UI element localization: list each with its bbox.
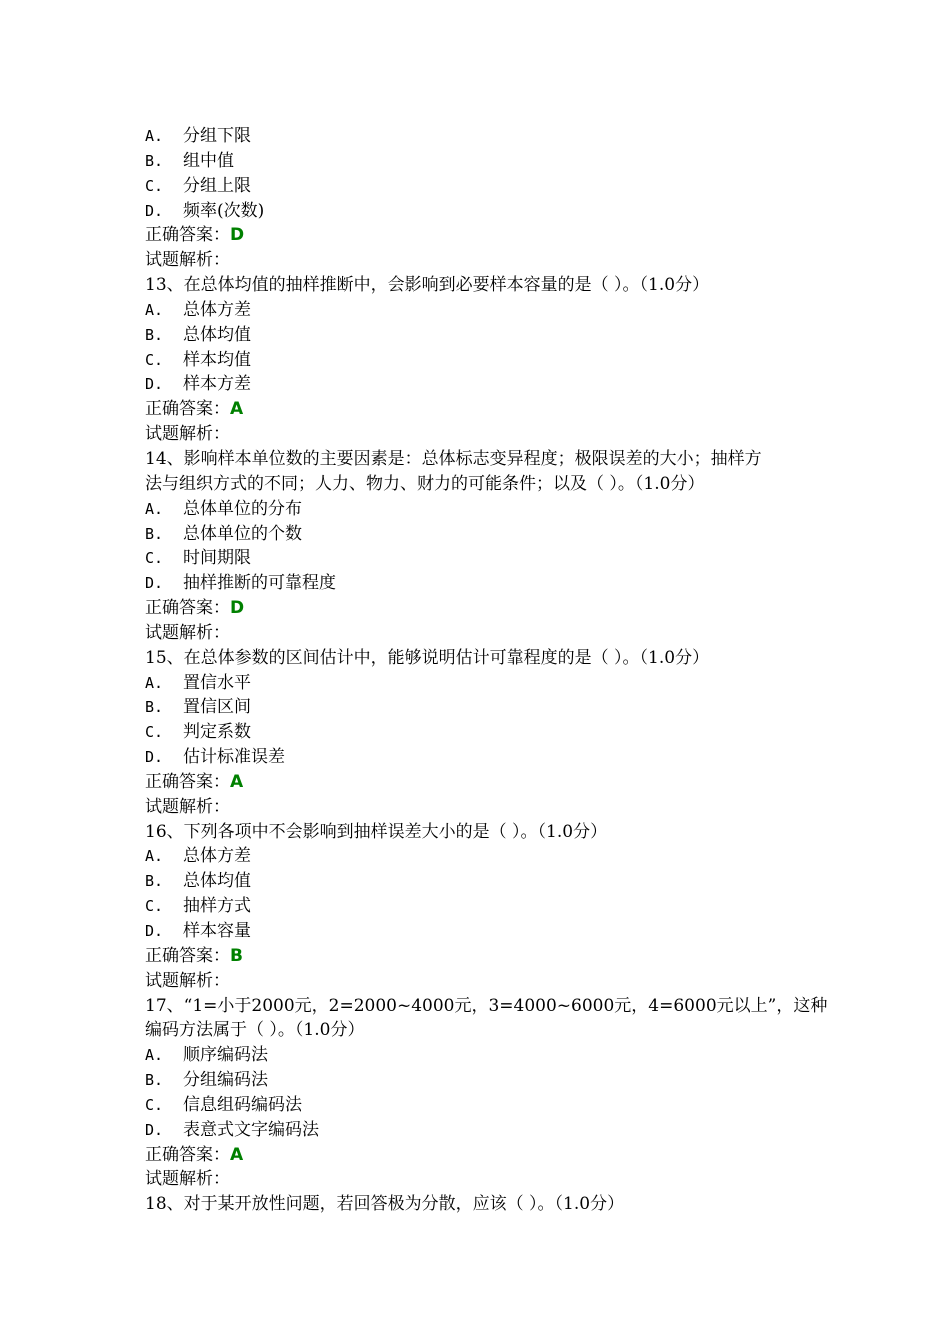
correct-answer: 正确答案：A (145, 771, 244, 792)
correct-answer: 正确答案：A (145, 399, 244, 420)
option-a: A. 分组下限 (145, 126, 251, 146)
question-stem: 18、对于某开放性问题，若回答极为分散，应该（ ）。（1.0分） (145, 1194, 625, 1215)
option-b: B. 组中值 (145, 150, 234, 171)
option-d: D. 样本容量 (145, 921, 251, 941)
option-a: A. 总体单位的分布 (145, 498, 302, 519)
question-stem-line2: 法与组织方式的不同；人力、物力、财力的可能条件；以及（ ）。（1.0分） (145, 473, 705, 494)
option-b: B. 分组编码法 (145, 1070, 268, 1091)
analysis-label: 试题解析： (145, 424, 230, 445)
correct-answer: 正确答案：B (145, 945, 243, 966)
option-a: A. 顺序编码法 (145, 1045, 268, 1066)
option-a: A. 总体方差 (145, 299, 251, 320)
option-c: C. 分组上限 (145, 175, 251, 196)
option-c: C. 信息组码编码法 (145, 1094, 302, 1115)
analysis-label: 试题解析： (145, 250, 230, 271)
question-stem-line2: 编码方法属于（ ）。（1.0分） (145, 1020, 365, 1041)
option-b: B. 总体均值 (145, 871, 251, 892)
option-c: C. 抽样方式 (145, 896, 251, 917)
option-c: C. 时间期限 (145, 548, 251, 569)
option-d: D. 样本方差 (145, 374, 251, 395)
question-stem-line1: 17、“1=小于2000元，2=2000~4000元，3=4000~6000元，4=6000元以上”，这种 (145, 995, 828, 1016)
option-b: B. 置信区间 (145, 697, 251, 718)
question-stem: 16、下列各项中不会影响到抽样误差大小的是（ ）。（1.0分） (145, 821, 608, 842)
correct-answer: 正确答案：D (145, 225, 245, 246)
option-d: D. 抽样推断的可靠程度 (145, 573, 336, 594)
option-c: C. 判定系数 (145, 722, 251, 743)
option-b: B. 总体均值 (145, 324, 251, 345)
correct-answer: 正确答案：A (145, 1144, 244, 1165)
option-a: A. 总体方差 (145, 846, 251, 867)
option-d: D. 表意式文字编码法 (145, 1119, 319, 1140)
analysis-label: 试题解析： (145, 622, 230, 643)
correct-answer: 正确答案：D (145, 598, 245, 619)
analysis-label: 试题解析： (145, 1169, 230, 1190)
question-stem: 13、在总体均值的抽样推断中，会影响到必要样本容量的是（ ）。（1.0分） (145, 275, 710, 296)
option-d: D. 频率(次数) (145, 200, 265, 221)
analysis-label: 试题解析： (145, 796, 230, 817)
analysis-label: 试题解析： (145, 970, 230, 991)
option-d: D. 估计标准误差 (145, 747, 285, 768)
document-page (145, 124, 828, 1217)
question-stem: 15、在总体参数的区间估计中，能够说明估计可靠程度的是（ ）。（1.0分） (145, 647, 710, 668)
option-b: B. 总体单位的个数 (145, 523, 302, 544)
option-c: C. 样本均值 (145, 349, 251, 370)
question-stem-line1: 14、影响样本单位数的主要因素是：总体标志变异程度；极限误差的大小；抽样方 (145, 448, 762, 469)
option-a: A. 置信水平 (145, 672, 251, 693)
